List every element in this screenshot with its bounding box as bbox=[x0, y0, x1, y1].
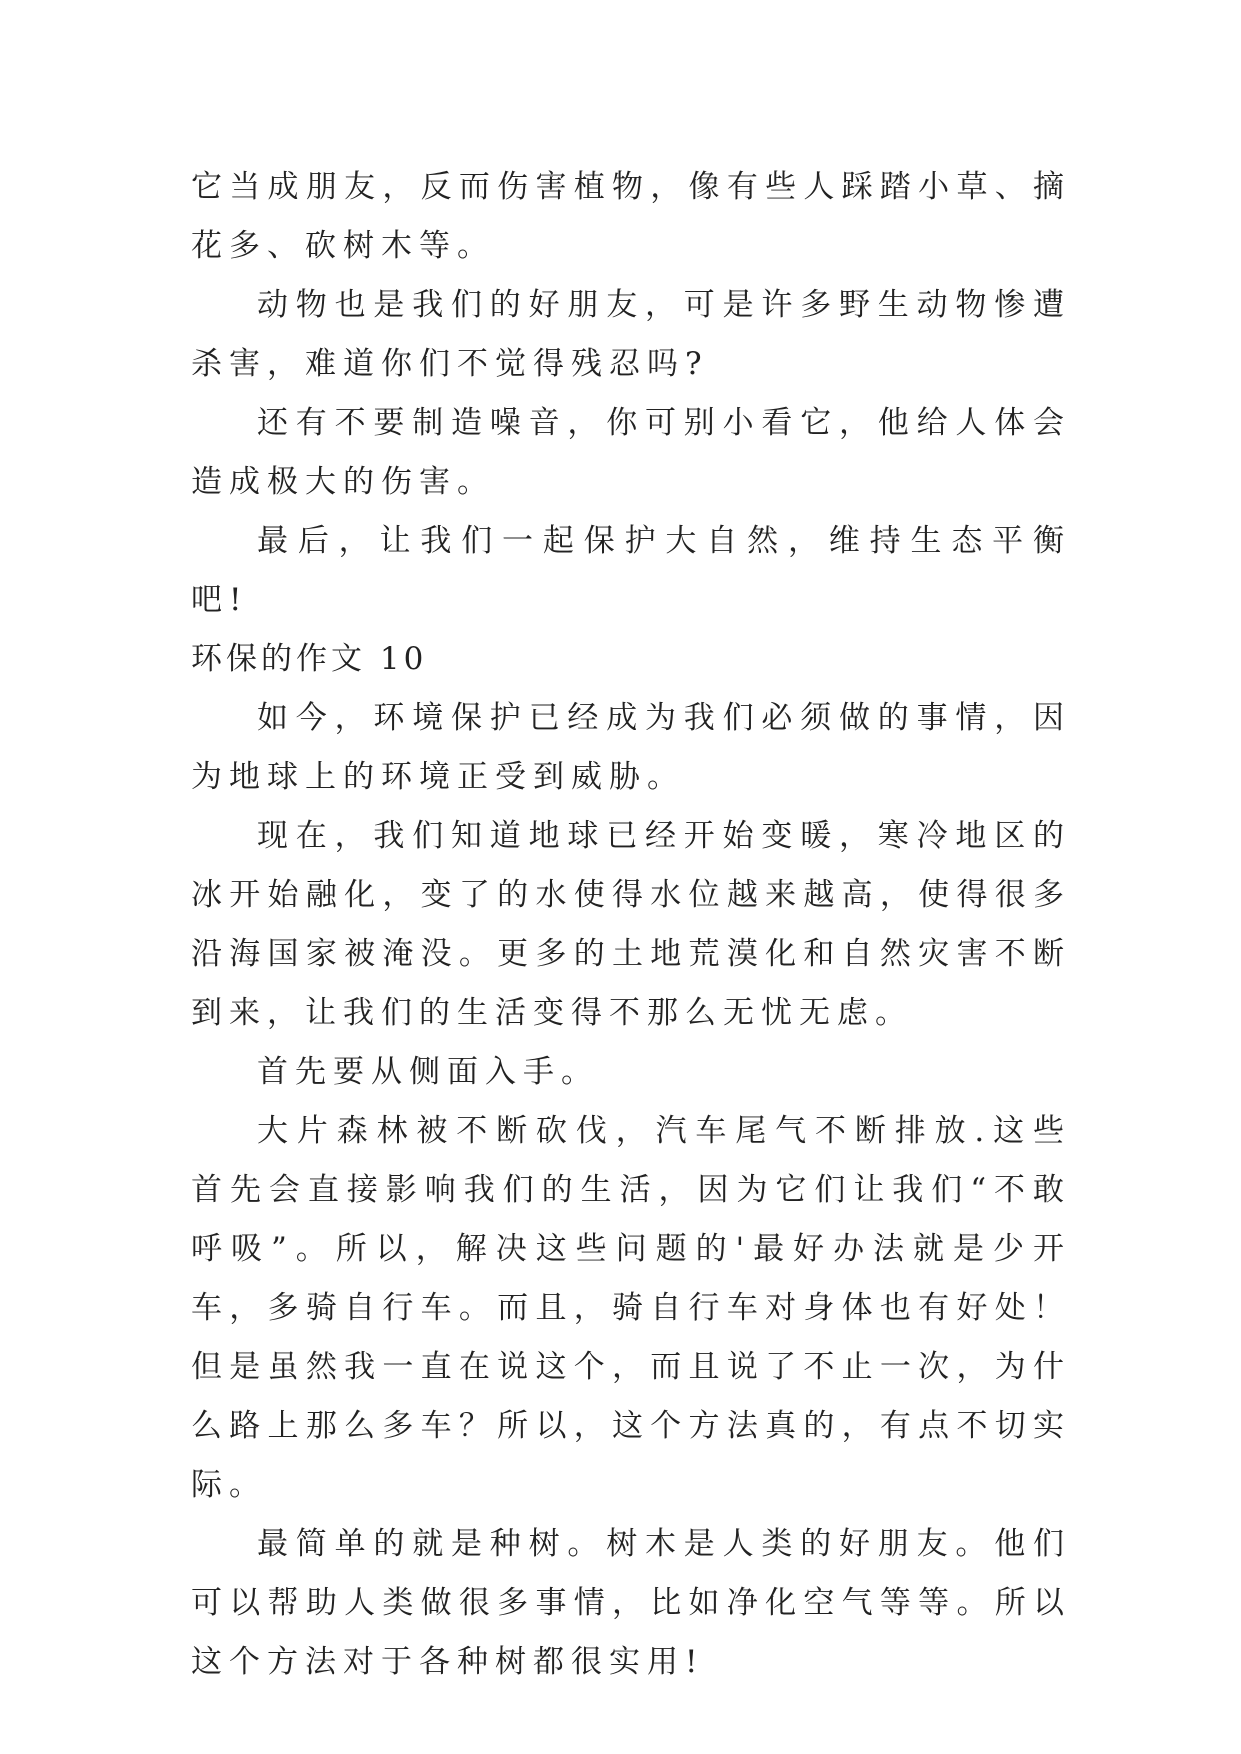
paragraph: 如今，环境保护已经成为我们必须做的事情，因为地球上的环境正受到威胁。 bbox=[191, 700, 1071, 795]
paragraph: 最简单的就是种树。树木是人类的好朋友。他们可以帮助人类做很多事情，比如净化空气等等。所以这个方法对于各种树都很实用! bbox=[191, 1526, 1071, 1680]
paragraph: 大片森林被不断砍伐，汽车尾气不断排放.这些首先会直接影响我们的生活，因为它们让我们“不敢呼吸”。所以，解决这些问题的'最好办法就是少开车，多骑自行车。而且，骑自行车对身体也有好处！但是虽然我一直在说这个，而且说了不止一次，为什么路上那么多车？所以，这个方法真的，有点不切实际。 bbox=[191, 1113, 1071, 1503]
paragraph: 还有不要制造噪音，你可别小看它，他给人体会造成极大的伤害。 bbox=[191, 405, 1071, 500]
paragraph: 它当成朋友，反而伤害植物，像有些人踩踏小草、摘花多、砍树木等。 bbox=[191, 169, 1071, 264]
paragraph: 现在，我们知道地球已经开始变暖，寒冷地区的冰开始融化，变了的水使得水位越来越高，使得很多沿海国家被淹没。更多的土地荒漠化和自然灾害不断到来，让我们的生活变得不那么无忧无虑。 bbox=[191, 818, 1071, 1031]
paragraph: 动物也是我们的好朋友，可是许多野生动物惨遭杀害，难道你们不觉得残忍吗? bbox=[191, 287, 1071, 382]
section-heading: 环保的作文 10 bbox=[191, 641, 428, 677]
document-body bbox=[191, 158, 1071, 1692]
paragraph: 最后，让我们一起保护大自然，维持生态平衡吧! bbox=[191, 523, 1071, 618]
paragraph: 首先要从侧面入手。 bbox=[257, 1054, 599, 1090]
